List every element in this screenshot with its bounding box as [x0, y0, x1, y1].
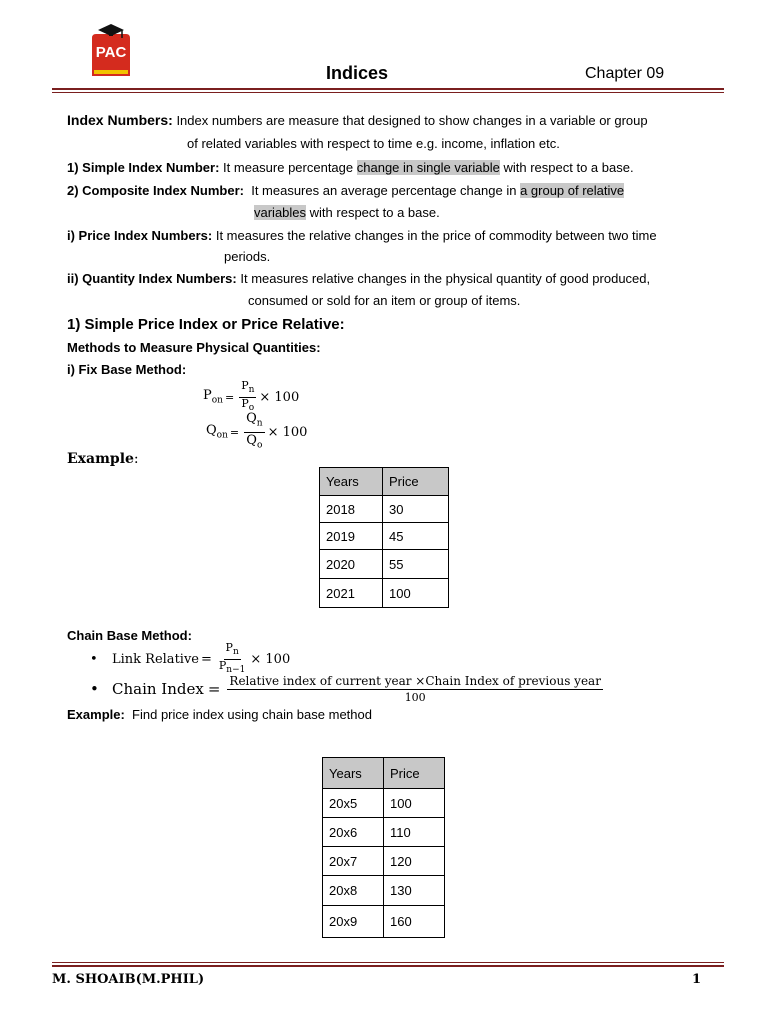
table-row: [320, 523, 449, 550]
f1-fraction: $\frac{P_n}{P_o}$: [241, 379, 255, 413]
intro-label: Index Numbers:: [67, 112, 173, 128]
bullet-icon: •: [90, 680, 99, 698]
table-header-row: [320, 468, 449, 496]
table-row: [323, 876, 445, 906]
page-number: 1: [692, 972, 702, 987]
header-rule-thin: [52, 92, 724, 93]
table-header-cell: Price: [384, 758, 445, 789]
composite-text-highlight-2: variables: [254, 205, 307, 220]
f1-equals: =: [224, 390, 235, 404]
table-header-cell: Price: [383, 468, 449, 496]
table-cell: 20x5: [323, 789, 384, 818]
table-cell: 30: [383, 496, 449, 523]
price-label: i) Price Index Numbers:: [67, 228, 213, 243]
composite-index-def-2: [254, 205, 440, 220]
table-row: [323, 906, 445, 938]
table-row: [323, 818, 445, 847]
f2-times-100: × 100: [267, 424, 308, 440]
intro-line-1: [67, 112, 648, 128]
table-header-cell: Years: [323, 758, 384, 789]
logo-text: PAC: [95, 44, 127, 61]
f2-equals: =: [229, 425, 240, 439]
f2-fraction: $\frac{Q_n}{Q_o}$: [246, 410, 263, 451]
price-text-1: It measures the relative changes in the price of commodity between two time: [215, 228, 657, 243]
example-2-line: [67, 707, 372, 722]
qty-text-1: It measures relative changes in the physical quantity of good produced,: [240, 271, 651, 286]
chain-fraction: $\frac{\text{Relative index of current year ×Chain Index of previous year}}{100}$: [229, 673, 601, 704]
table-cell: 20x6: [323, 818, 384, 847]
table-header-cell: Years: [320, 468, 383, 496]
formula-pon: [203, 381, 299, 413]
table-cell: 20x8: [323, 876, 384, 906]
table-cell: 100: [384, 789, 445, 818]
table-row: [320, 550, 449, 579]
fix-base-heading: i) Fix Base Method:: [67, 362, 187, 377]
example-2-text: Find price index using chain base method: [132, 707, 372, 722]
table-row: [320, 496, 449, 523]
table-cell: 2020: [320, 550, 383, 579]
footer-rule: [52, 965, 724, 967]
footer-author: M. SHOAIB(M.PHIL): [52, 972, 205, 987]
composite-label: 2) Composite Index Number:: [67, 183, 244, 198]
example-1-label: Example:: [67, 451, 139, 467]
link-times-100: × 100: [250, 651, 291, 667]
table-cell: 130: [384, 876, 445, 906]
link-fraction: $\frac{P_n}{P_{n-1}}$: [218, 641, 246, 675]
composite-text-a: It measures an average percentage change in: [251, 183, 517, 198]
table-row: [323, 847, 445, 876]
table-cell: 160: [384, 906, 445, 938]
formula-qon: [206, 410, 308, 451]
pac-logo: [88, 20, 134, 80]
link-relative-label: Link Relative: [112, 651, 199, 667]
table-cell: 100: [383, 579, 449, 608]
composite-text-highlight-1: a group of relative: [520, 183, 625, 198]
table-cell: 2019: [320, 523, 383, 550]
chain-index-label: Chain Index: [112, 680, 204, 698]
table-header-row: [323, 758, 445, 789]
page-title: Indices: [326, 63, 389, 83]
section-heading-simple-price: 1) Simple Price Index or Price Relative:: [67, 316, 345, 333]
simple-text-b: with respect to a base.: [503, 160, 634, 175]
price-table-fixed-base: [319, 467, 449, 608]
price-table-chain-base: [322, 757, 445, 938]
qty-text-2: consumed or sold for an item or group of items.: [248, 293, 521, 308]
qty-label: ii) Quantity Index Numbers:: [67, 271, 237, 286]
f2-lhs: $Q_{on}$: [206, 423, 228, 441]
formula-chain-index: • Chain Index = $\frac{\text{Relative index of current year ×Chain Index of previous year}}{100}$: [90, 673, 601, 704]
simple-text-a: It measure percentage: [223, 160, 354, 175]
simple-label: 1) Simple Index Number:: [67, 160, 220, 175]
bullet-icon: •: [90, 651, 98, 667]
chain-base-heading: Chain Base Method:: [67, 628, 192, 643]
chapter-label: Chapter 09: [585, 65, 665, 82]
intro-text-1: Index numbers are measure that designed to show changes in a variable or group: [176, 113, 648, 128]
table-row: [323, 789, 445, 818]
table-cell: 2018: [320, 496, 383, 523]
example-2-label: Example:: [67, 707, 125, 722]
methods-heading: Methods to Measure Physical Quantities:: [67, 340, 321, 355]
quantity-index-def: [67, 271, 650, 286]
table-row: [320, 579, 449, 608]
table-cell: 20x7: [323, 847, 384, 876]
composite-index-def: [67, 183, 624, 198]
table-cell: 55: [383, 550, 449, 579]
table-cell: 2021: [320, 579, 383, 608]
table-cell: 45: [383, 523, 449, 550]
f1-lhs: $P_{on}$: [203, 388, 223, 406]
table-cell: 110: [384, 818, 445, 847]
price-text-2: periods.: [224, 249, 271, 264]
f1-times-100: × 100: [259, 389, 300, 405]
intro-text-2: of related variables with respect to time e.g. income, inflation etc.: [187, 136, 560, 151]
table-cell: 20x9: [323, 906, 384, 938]
formula-link-relative: • Link Relative = $\frac{P_n}{P_{n-1}}$ × 100: [90, 641, 291, 675]
table-cell: 120: [384, 847, 445, 876]
simple-text-highlight: change in single variable: [356, 160, 500, 175]
price-index-def: [67, 228, 657, 243]
composite-text-b: with respect to a base.: [309, 205, 440, 220]
simple-index-def: [67, 160, 634, 175]
header-rule: [52, 88, 724, 90]
footer-rule-thin: [52, 962, 724, 963]
